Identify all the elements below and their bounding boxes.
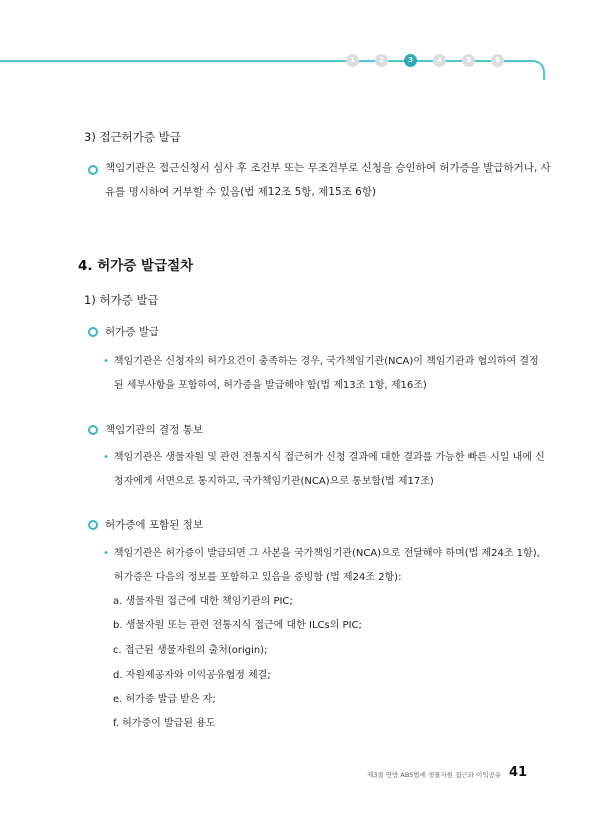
chapter-step-indicator xyxy=(346,54,520,67)
info-list-item-f: f. 허가증이 발급된 용도 xyxy=(113,718,216,729)
info-list-item-b: b. 생물자원 또는 관련 전통지식 접근에 대한 ILCs의 PIC; xyxy=(113,620,362,631)
item-1-detail-line-1: 책임기관은 신청자의 허가요건이 충족하는 경우, 국가책임기관(NCA)이 책임기관과 협의하여 결정 xyxy=(113,356,539,367)
item-3-detail-line-1: 책임기관은 허가증이 발급되면 그 사본을 국가책임기관(NCA)으로 전달해야 하며(법 제24조 1항), xyxy=(113,548,540,559)
step-5: 5 xyxy=(462,54,475,67)
item-1-detail xyxy=(103,350,539,398)
section-3-heading: 3) 접근허가증 발급 xyxy=(84,130,181,144)
info-list-item-c: c. 접근된 생물자원의 출처(origin); xyxy=(113,645,268,656)
item-2-label: 책임기관의 결정 통보 xyxy=(105,424,203,436)
item-2-bullet xyxy=(88,422,203,437)
step-6: 6 xyxy=(491,54,504,67)
dot-bullet-icon: • xyxy=(103,548,109,559)
info-list-item-d: d. 자원제공자와 이익공유협정 체결; xyxy=(113,670,271,681)
step-1: 1 xyxy=(346,54,359,67)
section-4-heading: 4. 허가증 발급절차 xyxy=(78,258,194,274)
ring-bullet-icon xyxy=(88,327,98,337)
section-4-sub-heading: 1) 허가증 발급 xyxy=(84,293,159,307)
item-2-detail xyxy=(103,446,545,494)
item-1-detail-line-2: 된 세부사항을 포함하여, 허가증을 발급해야 함(법 제13조 1항, 제16조) xyxy=(113,380,427,391)
ring-bullet-icon xyxy=(88,425,98,435)
item-3-label: 허가증에 포함된 정보 xyxy=(105,519,203,531)
step-3-active: 3 xyxy=(404,54,417,67)
info-list-item-a: a. 생물자원 접근에 대한 책임기관의 PIC; xyxy=(113,596,293,607)
item-3-bullet xyxy=(88,517,203,532)
dot-bullet-icon: • xyxy=(103,452,109,463)
ring-bullet-icon xyxy=(88,520,98,530)
item-1-label: 허가증 발급 xyxy=(105,326,160,338)
step-2: 2 xyxy=(375,54,388,67)
item-1-bullet xyxy=(88,324,159,339)
header-rule-corner xyxy=(531,60,545,80)
dot-bullet-icon: • xyxy=(103,356,109,367)
info-list-item-e: e. 허가증 발급 받은 자; xyxy=(113,694,216,705)
footer-chapter-title: 제3절 연방 ABS법에 생물자원 접근과 이익공유 xyxy=(367,771,502,779)
page-number: 41 xyxy=(509,765,528,780)
ring-bullet-icon xyxy=(88,165,98,175)
item-3-detail-line-2: 허가증은 다음의 정보를 포함하고 있음을 증빙함 (법 제24조 2항): xyxy=(113,572,402,583)
item-2-detail-line-2: 청자에게 서면으로 통지하고, 국가책임기관(NCA)으로 통보함(법 제17조) xyxy=(113,476,434,487)
section-3-paragraph-line-2: 유를 명시하여 거부할 수 있음(법 제12조 5항, 제15조 6항) xyxy=(105,186,377,198)
item-3-detail xyxy=(103,542,540,590)
step-4: 4 xyxy=(433,54,446,67)
section-3-paragraph-line-1: 책임기관은 접근신청서 심사 후 조건부 또는 무조건부로 신청을 승인하여 허가증을 발급하거나, 사 xyxy=(105,162,551,174)
item-2-detail-line-1: 책임기관은 생물자원 및 관련 전통지식 접근허가 신청 결과에 대한 결과를 가능한 빠른 시일 내에 신 xyxy=(113,452,545,463)
section-3-bullet xyxy=(88,162,551,204)
